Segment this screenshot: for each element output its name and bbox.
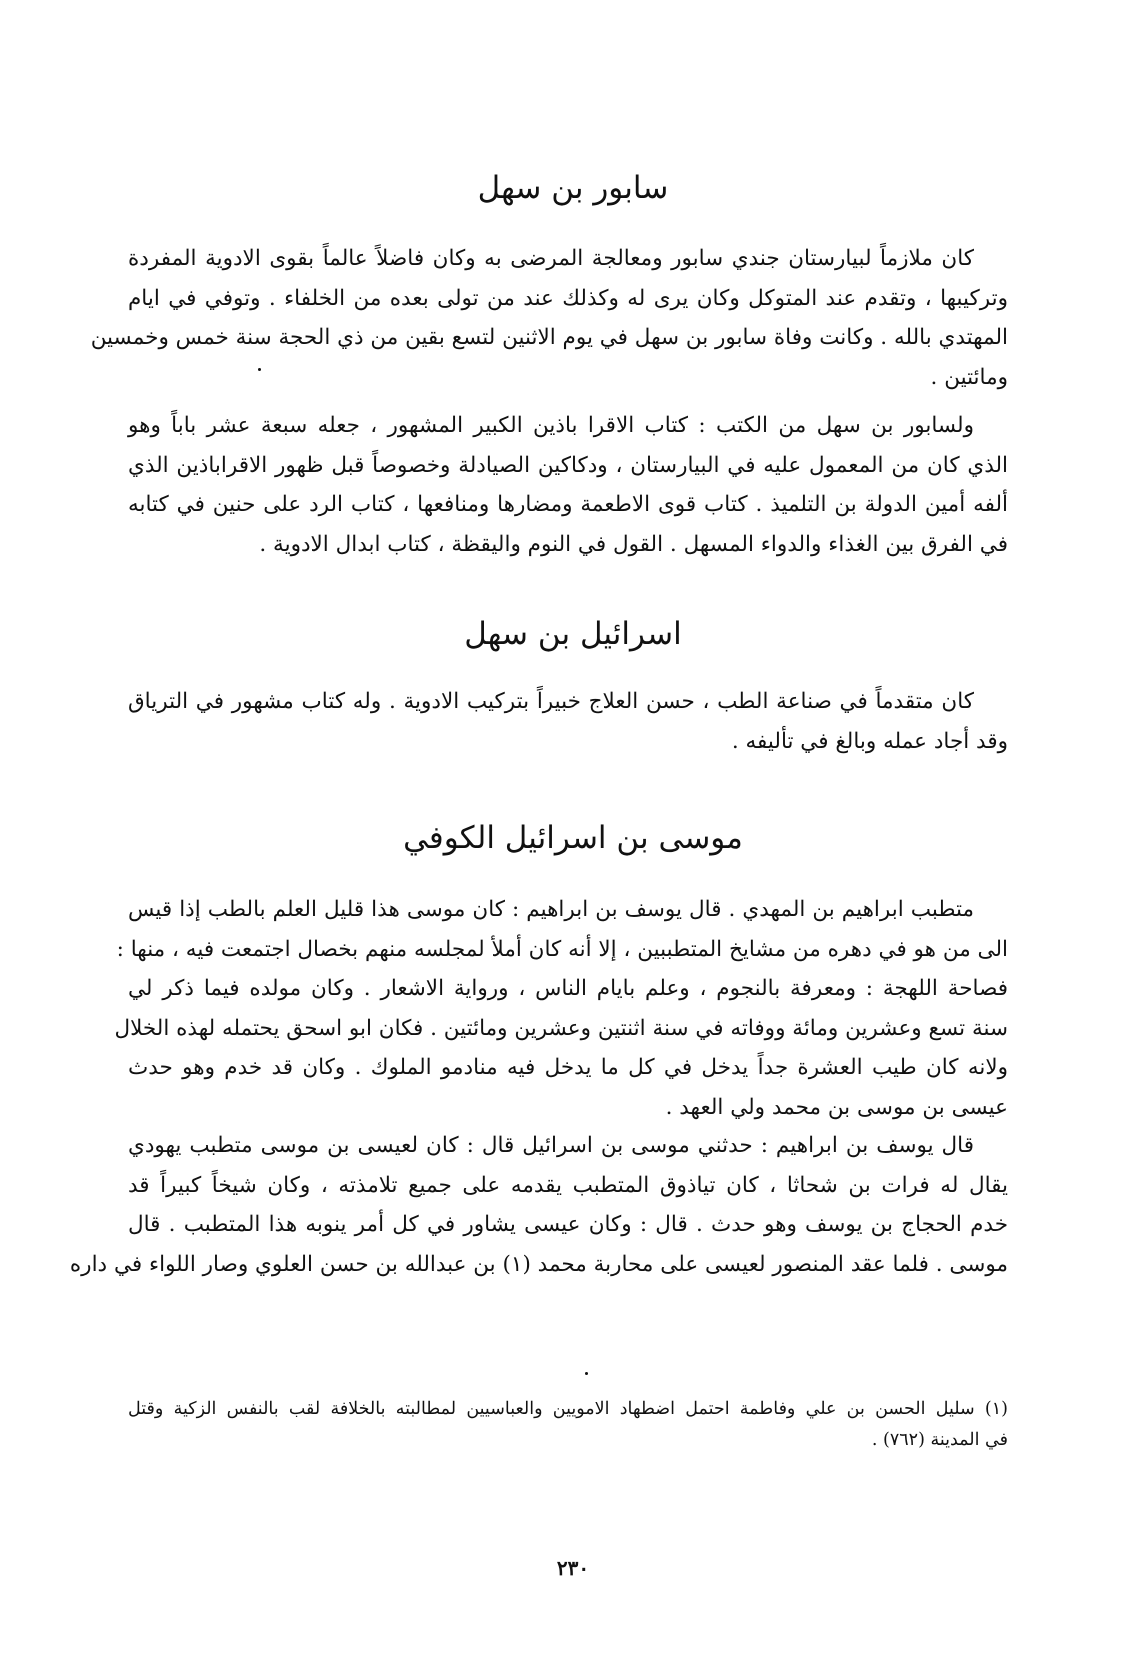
footnote (128, 1394, 1008, 1456)
text-line: في الفرق بين الغذاء والدواء المسهل . القول في النوم واليقظة ، كتاب ابدال الادوية . (259, 531, 1008, 557)
text-line: وتركيبها ، وتقدم عند المتوكل وكان يرى له وكذلك عند من تولى بعده من الخلفاء . وتوفي في ايام (128, 285, 1008, 311)
footnote-line: (١) سليل الحسن بن علي وفاطمة احتمل اضطهاد الامويين والعباسيين لمطالبته بالخلافة لقب بالنفس الزكية وقتل (128, 1399, 1008, 1419)
text-line: ألفه أمين الدولة بن التلميذ . كتاب قوى الاطعمة ومضارها ومنافعها ، كتاب الرد على حنين في كتابه (128, 492, 1008, 517)
paragraph-musa-story (69, 1126, 1008, 1284)
section-title-musa: موسى بن اسرائيل الكوفي (403, 820, 743, 856)
paragraph-sabur-bio (90, 239, 1008, 397)
text-line: سنة تسع وعشرين ومائة ووفاته في سنة اثنتين وعشرين ومائتين . فكان ابو اسحق يحتمله لهذه الخلال (114, 1015, 1008, 1041)
section-title-sabur: سابور بن سهل (477, 170, 669, 206)
text-line: عيسى بن موسى بن محمد ولي العهد . (665, 1094, 1008, 1120)
paragraph-sabur-books (128, 406, 1008, 564)
text-line: كان متقدماً في صناعة الطب ، حسن العلاج خبيراً بتركيب الادوية . وله كتاب مشهور في الترياق (128, 689, 974, 714)
section-title-israil: اسرائيل بن سهل (464, 616, 682, 652)
text-line: فصاحة اللهجة : ومعرفة بالنجوم ، وعلم بايام الناس ، ورواية الاشعار . وكان مولده فيما ذكر لي (128, 976, 1008, 1001)
print-speck (258, 368, 261, 371)
print-speck (585, 1372, 588, 1375)
text-line: وقد أجاد عمله وبالغ في تأليفه . (731, 728, 1008, 754)
paragraph-musa-bio (114, 890, 1008, 1127)
text-line: ومائتين . (930, 364, 1008, 390)
footnote-line: في المدينة (٧٦٢) . (871, 1430, 1008, 1450)
text-line: المهتدي بالله . وكانت وفاة سابور بن سهل في يوم الاثنين لتسع بقين من ذي الحجة سنة خمس وخمسين (90, 325, 1008, 350)
text-line: الذي كان من المعمول عليه في البيارستان ، ودكاكين الصيادلة وخصوصاً قبل ظهور الاقراباذين الذي (128, 452, 1008, 478)
text-line: موسى . فلما عقد المنصور لعيسى على محاربة محمد (١) بن عبدالله بن حسن العلوي وصار اللواء في داره (69, 1251, 1008, 1277)
text-line: خدم الحجاج بن يوسف وهو حدث . قال : وكان عيسى يشاور في كل أمر ينوبه هذا المتطبب . قال (128, 1212, 1008, 1237)
text-line: ولسابور بن سهل من الكتب : كتاب الاقرا باذين الكبير المشهور ، جعله سبعة عشر باباً وهو (128, 413, 974, 438)
text-line: يقال له فرات بن شحاثا ، كان تياذوق المتطبب يقدمه على جميع تلامذته ، وكان شيخاً كبيراً قد (128, 1172, 1008, 1198)
text-line: قال يوسف بن ابراهيم : حدثني موسى بن اسرائيل قال : كان لعيسى بن موسى متطبب يهودي (128, 1133, 974, 1158)
text-line: الى من هو في دهره من مشايخ المتطببين ، إلا أنه كان أملأ لمجلسه منهم بخصال اجتمعت فيه ، منها : (116, 936, 1008, 962)
page-number: ٢٣٠ (556, 1556, 590, 1580)
text-line: متطبب ابراهيم بن المهدي . قال يوسف بن ابراهيم : كان موسى هذا قليل العلم بالطب إذا قيس (128, 897, 974, 922)
text-line: ولانه كان طيب العشرة جداً يدخل في كل ما يدخل فيه منادمو الملوك . وكان قد خدم وهو حدث (128, 1055, 1008, 1080)
text-line: كان ملازماً لبيارستان جندي سابور ومعالجة المرضى به وكان فاضلاً عالماً بقوى الادوية المفردة (128, 246, 974, 271)
paragraph-israil-bio (128, 682, 1008, 761)
